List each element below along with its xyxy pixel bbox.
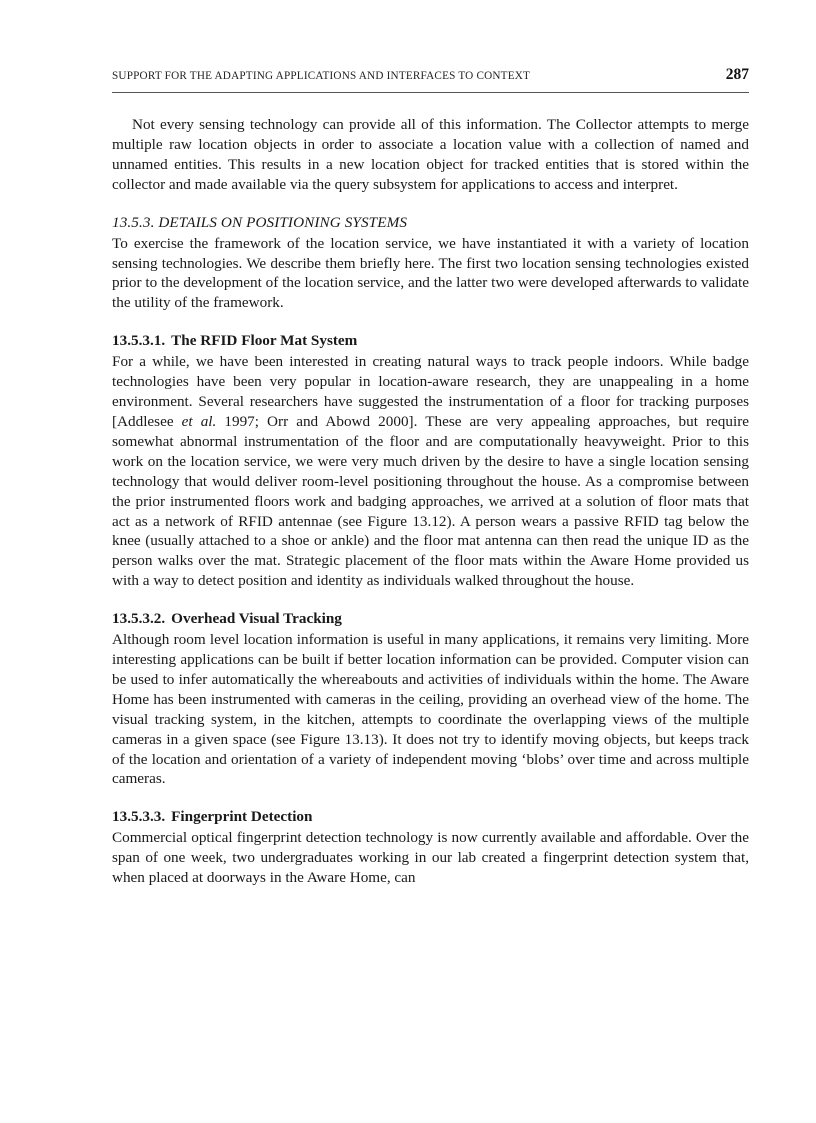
section-title: Overhead Visual Tracking [171, 610, 342, 628]
section-13-5-3-3-heading [112, 807, 749, 827]
section-13-5-3-1-paragraph [112, 352, 749, 591]
section-13-5-3-2-paragraph: Although room level location information is useful in many applications, it remains very limiting. More interesting applications can be built if better location information can be provided. Computer vision can be used to infer automatically the whereabouts and activities of individuals within the home. The Aware Home has been instrumented with cameras in the ceiling, providing an overhead view of the home. The visual tracking system, in the kitchen, attempts to coordinate the overlapping views of the multiple cameras in a given space (see Figure 13.13). It does not try to identify moving objects, but keeps track of the location and orientation of a variety of independent moving ‘blobs’ over time and across multiple cameras. [112, 631, 749, 788]
section-13-5-3-paragraph: To exercise the framework of the location service, we have instantiated it with a variety of location sensing technologies. We describe them briefly here. The first two location sensing technologies existed prior to the development of the location service, and the latter two were developed afterwards to validate the utility of the framework. [112, 234, 749, 312]
running-title: SUPPORT FOR THE ADAPTING APPLICATIONS AND INTERFACES TO CONTEXT [112, 70, 531, 82]
section-13-5-3-1-heading [112, 331, 749, 351]
intro-paragraph: Not every sensing technology can provide all of this information. The Collector attempts to merge multiple raw location objects in order to associate a location value with a collection of named and unnamed entities. This results in a new location object for tracked entities that is stored within the collector and made available via the query subsystem for applications to access and interpret. [112, 116, 749, 193]
paragraph-text: For a while, we have been interested in creating natural ways to track people indoors. While badge technologies have been very popular in location-aware research, they are unappealing in a home environment. Several researchers have suggested the instrumentation of a floor for tracking purposes [Addlesee [112, 353, 749, 430]
section-number: 13.5.3.3. [112, 808, 166, 826]
section-number: 13.5.3.2. [112, 610, 166, 628]
page-number: 287 [725, 66, 749, 83]
section-13-5-3-heading: 13.5.3. DETAILS ON POSITIONING SYSTEMS [112, 213, 408, 231]
section-title: The RFID Floor Mat System [171, 332, 358, 350]
section-13-5-3-2-heading [112, 609, 749, 629]
section-13-5-3-3-paragraph: Commercial optical fingerprint detection technology is now currently available and affordable. Over the span of one week, two undergraduates working in our lab created a fingerprint detection system that, when placed at doorways in the Aware Home, can [112, 829, 749, 887]
paragraph-text: 1997; Orr and Abowd 2000]. These are very appealing approaches, but require somewhat abnormal instrumentation of the floor and are computationally heavyweight. Prior to this work on the location service, we were very much driven by the desire to have a single location sensing technology that would deliver room-level positioning throughout the house. As a compromise between the prior instrumented floors work and badging approaches, we arrived at a solution of floor mats that act as a network of RFID antennae (see Figure 13.12). A person wears a passive RFID tag below the knee (usually attached to a shoe or ankle) and the floor mat antenna can then read the unique ID as the person walks over the mat. Strategic placement of the floor mats within the Aware Home provided us with a way to detect position and identity as individuals walked throughout the house. [112, 412, 750, 590]
body-text [112, 115, 749, 888]
section-number: 13.5.3.1. [112, 332, 166, 350]
emphasis-et-al: et al. [181, 412, 217, 430]
running-header [112, 66, 749, 93]
page [112, 66, 749, 888]
section-title: Fingerprint Detection [171, 808, 313, 826]
